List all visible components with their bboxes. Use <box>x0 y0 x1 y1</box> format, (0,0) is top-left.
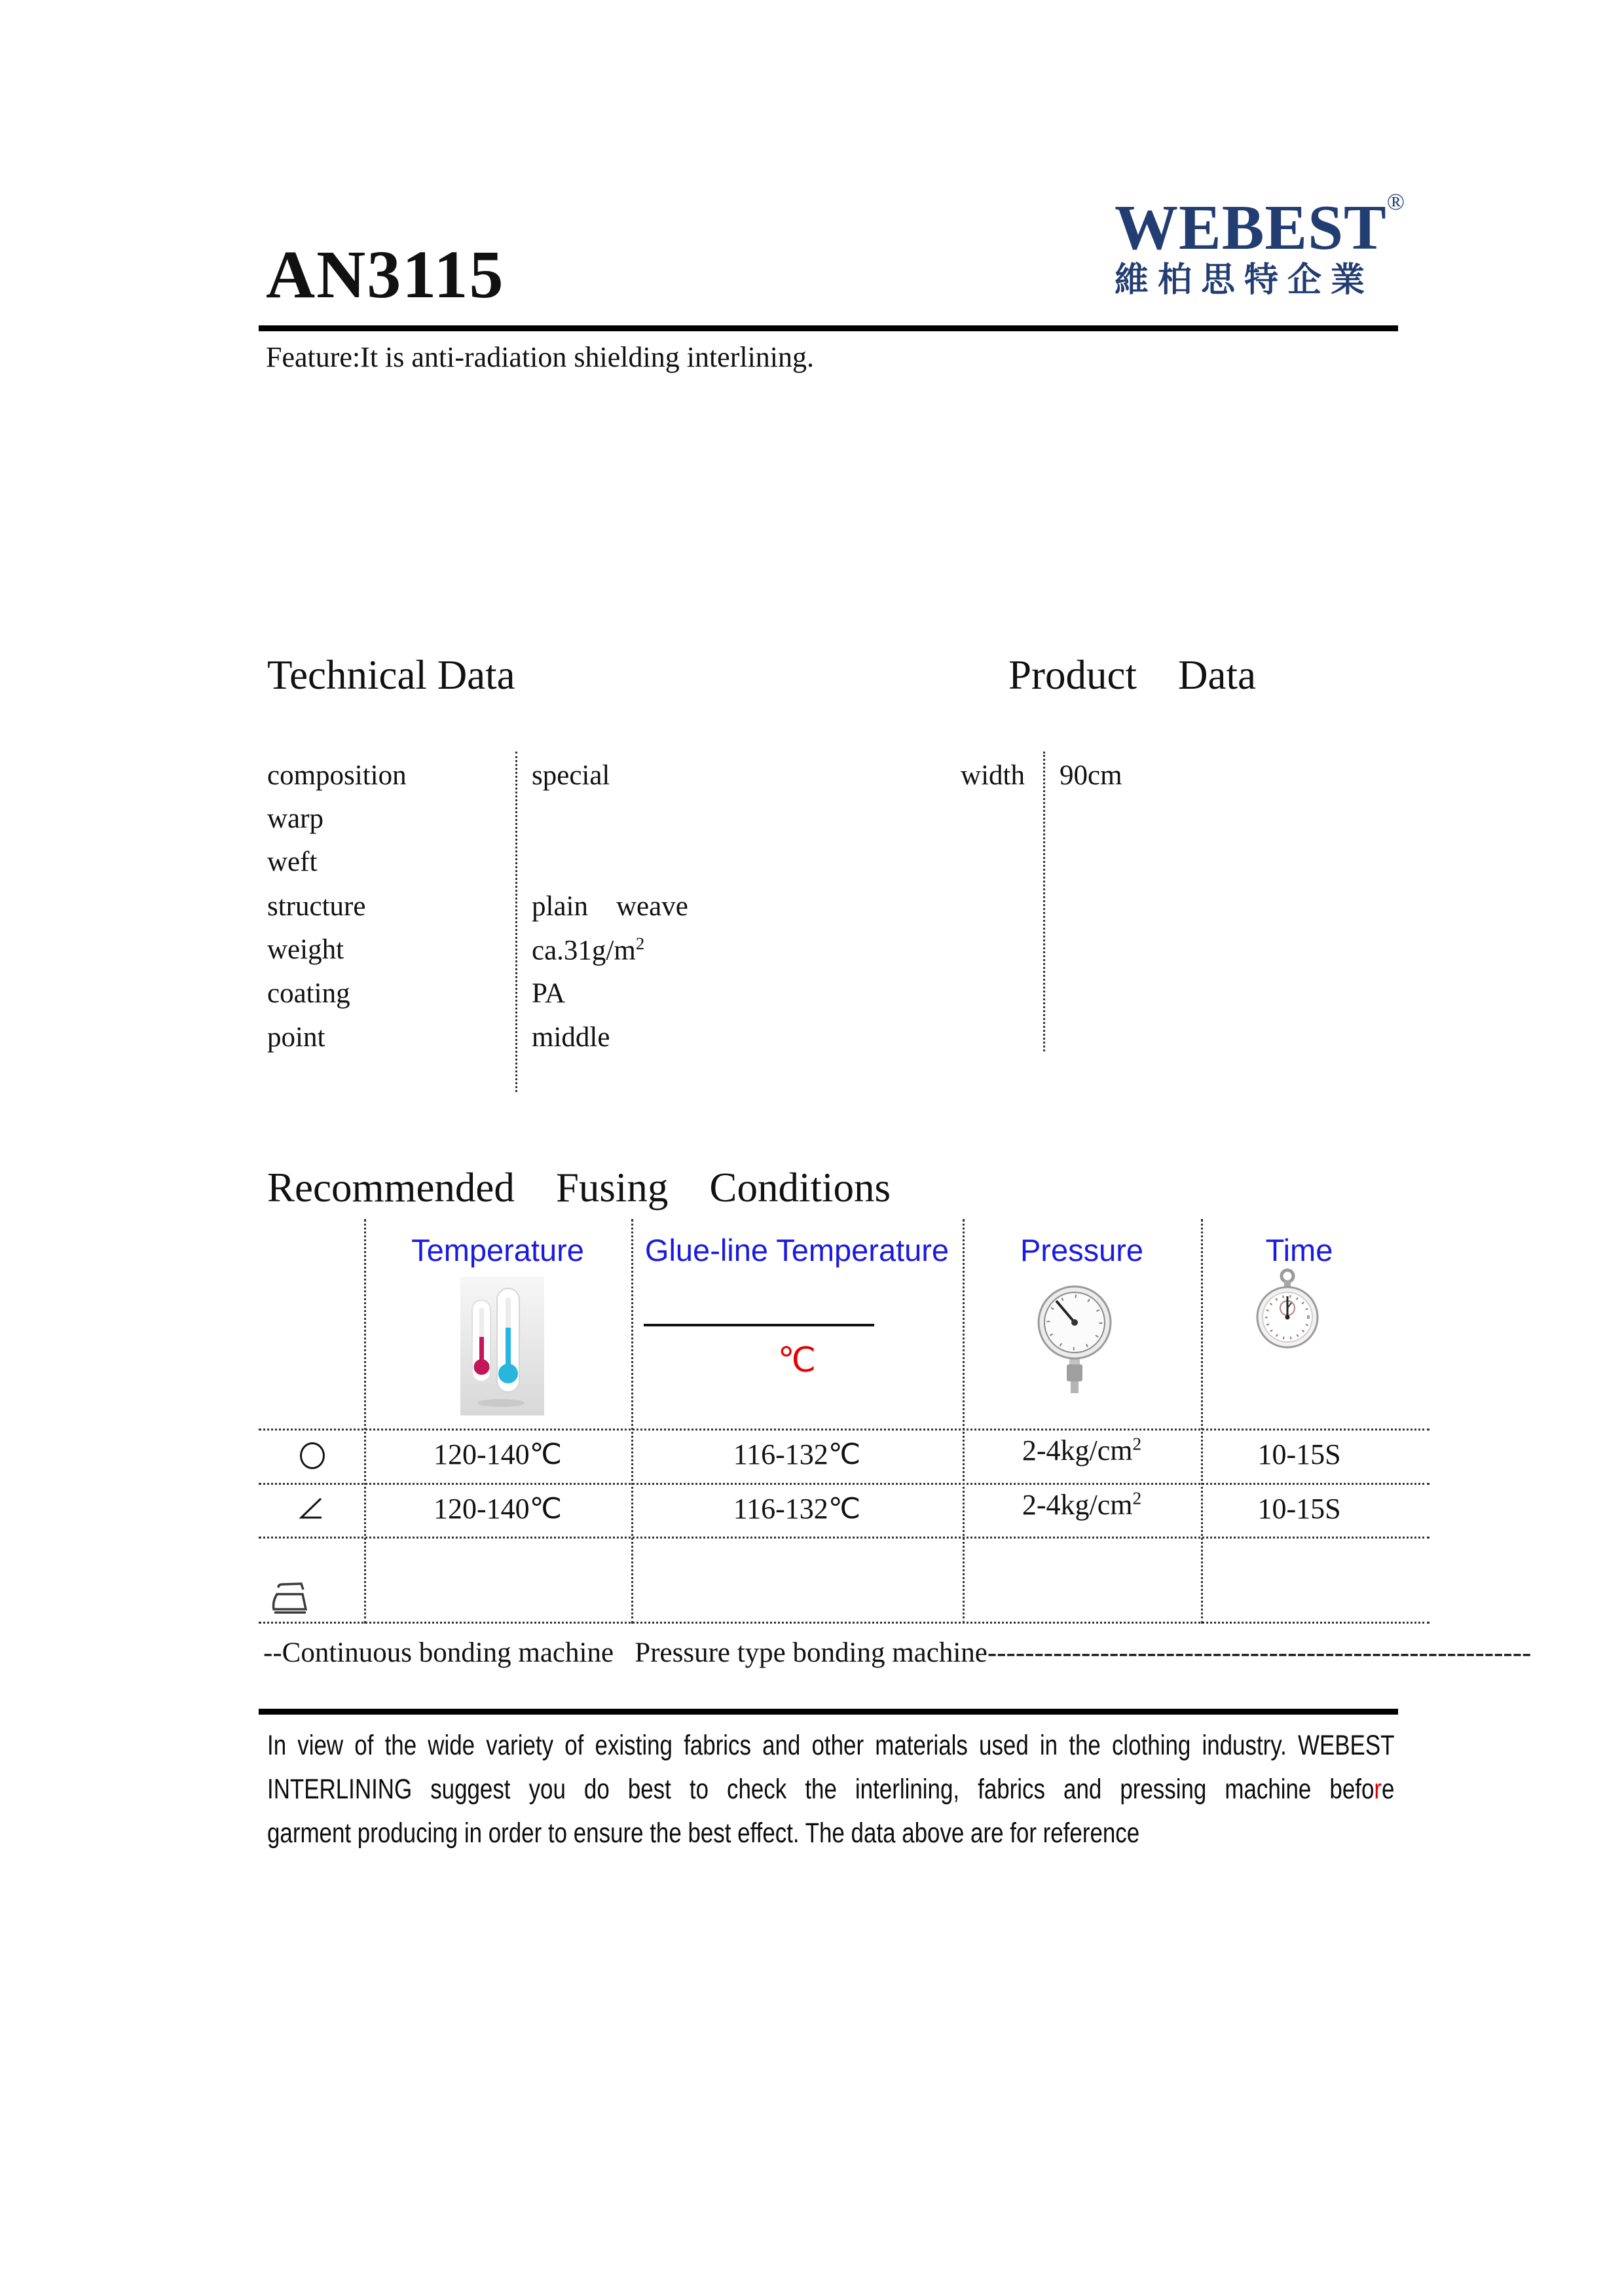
disclaimer-line-1: In view of the wide variety of existing fabrics and other materials used in the clothing industry. WEBEST <box>267 1730 1395 1761</box>
tech-row-label: warp <box>267 803 323 834</box>
technical-table-divider-left <box>515 752 517 1092</box>
thermometer-icon <box>460 1277 544 1419</box>
width-label: width <box>961 760 1025 791</box>
fusing-table-border <box>364 1219 366 1624</box>
column-header-time: Time <box>1265 1233 1333 1267</box>
logo-brand-text: WEBEST <box>1115 192 1387 263</box>
iron-icon <box>268 1581 316 1618</box>
tech-row-value: middle <box>532 1022 610 1053</box>
feature-line: Feature:It is anti-radiation shielding interlining. <box>266 341 815 373</box>
page-title: AN3115 <box>266 237 505 312</box>
tech-row-label: structure <box>267 891 366 922</box>
disclaimer-line-3: garment producing in order to ensure the best effect. The data above are for reference <box>267 1817 1140 1849</box>
tech-row-label: coating <box>267 978 350 1009</box>
fusing-cell-pressure: $2-4kg/cm^2$ <box>1022 1434 1142 1467</box>
superscript: 2 <box>635 934 645 953</box>
width-value: 90cm <box>1060 760 1122 791</box>
column-header-pressure: Pressure <box>1020 1233 1144 1267</box>
fusing-table-border <box>259 1483 1430 1485</box>
header-divider <box>259 325 1398 331</box>
fusing-conditions-title: Recommended Fusing Conditions <box>267 1165 891 1211</box>
logo-wordmark <box>1115 189 1416 263</box>
column-header-glue-line: Glue-line Temperature <box>644 1233 950 1267</box>
tech-row-label: point <box>267 1022 325 1053</box>
circle-symbol-icon <box>300 1442 325 1469</box>
fusing-cell-glue-line: 116-132℃ <box>733 1438 861 1470</box>
pressure-gauge-icon <box>1036 1273 1113 1404</box>
tech-row-value: plain weave <box>532 891 688 922</box>
fusing-table-border <box>1201 1219 1203 1624</box>
fusing-cell-time: 10-15S <box>1257 1438 1341 1470</box>
tech-row-label: composition <box>267 760 407 791</box>
technical-data-title: Technical Data <box>267 652 515 698</box>
fusing-table-border <box>259 1537 1430 1539</box>
registered-trademark-icon: ® <box>1386 189 1405 215</box>
fusing-cell-temperature: 120-140℃ <box>433 1438 563 1470</box>
tech-row-value: special <box>532 760 610 791</box>
tech-row-label: weight <box>267 934 344 965</box>
angle-symbol-icon <box>298 1497 323 1523</box>
disclaimer-paragraph <box>267 1724 1394 1855</box>
red-letter: r <box>1374 1774 1382 1805</box>
celsius-unit: ℃ <box>777 1342 817 1379</box>
disclaimer-line-2: INTERLINING suggest you do best to check the interlining, fabrics and pressing machine before <box>267 1774 1395 1805</box>
fusing-table-border <box>259 1429 1430 1430</box>
column-header-temperature: Temperature <box>411 1233 584 1267</box>
fusing-cell-time: 10-15S <box>1257 1493 1341 1525</box>
bonding-machine-note: --Continuous bonding machine Pressure type bonding machine---------------------------------------------------------- <box>263 1637 1532 1668</box>
superscript: 2 <box>1132 1488 1142 1508</box>
company-logo <box>1115 190 1416 297</box>
superscript: 2 <box>1132 1434 1142 1454</box>
fusing-table-border <box>963 1219 965 1624</box>
tech-row-label: weft <box>267 847 318 877</box>
fusing-table-border <box>259 1622 1430 1624</box>
stopwatch-icon <box>1256 1267 1319 1355</box>
fusing-cell-glue-line: 116-132℃ <box>733 1493 861 1525</box>
celsius-underline <box>644 1324 874 1326</box>
product-data-title: Product Data <box>1008 652 1256 698</box>
tech-row-value: PA <box>532 978 566 1009</box>
footer-divider <box>259 1709 1398 1715</box>
logo-chinese-name: 維柏思特企業 <box>1115 261 1375 299</box>
tech-row-value: $ca.31g/m^2$ <box>532 934 645 966</box>
fusing-table-border <box>631 1219 633 1624</box>
fusing-cell-temperature: 120-140℃ <box>433 1493 563 1525</box>
fusing-cell-pressure: $2-4kg/cm^2$ <box>1022 1488 1142 1521</box>
technical-table-divider-right <box>1043 752 1045 1051</box>
